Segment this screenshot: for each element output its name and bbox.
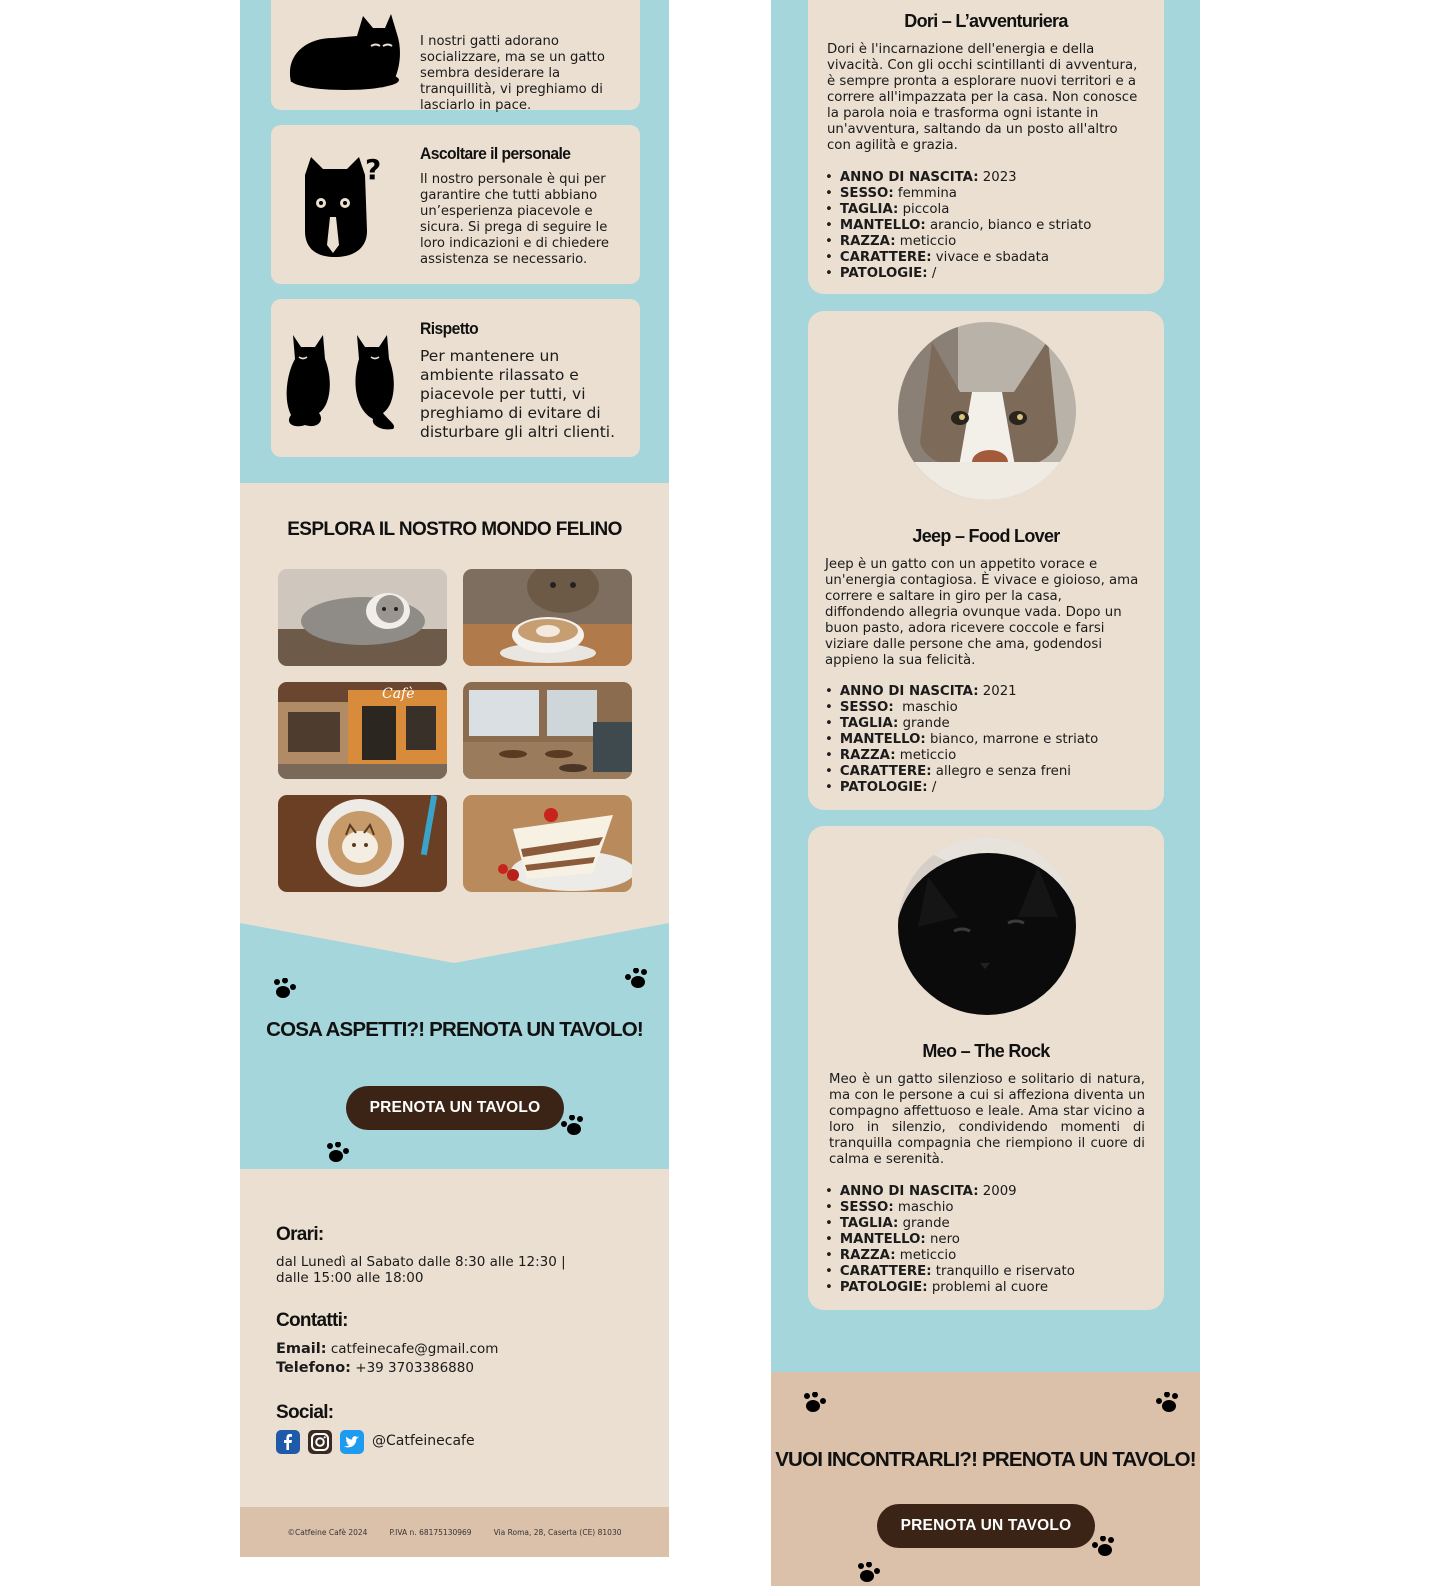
right-email-column (771, 0, 1200, 1586)
cta-title: COSA ASPETTI?! PRENOTA UN TAVOLO! (266, 1018, 643, 1041)
fact-item: • MANTELLO: arancio, bianco e striato (825, 218, 1091, 234)
fact-item: • ANNO DI NASCITA: 2021 (825, 684, 1098, 700)
fact-item: • ANNO DI NASCITA: 2023 (825, 170, 1091, 186)
cat-description: Dori è l'incarnazione dell'energia e della vivacità. Con gli occhi scintillanti di avventura, è sempre pronta a esplorare nuovi territori e a correre all'impazzata per la casa. Non conosce la parola noia e trasforma ogni istante in un'avventura, saltando da un posto all'altro con agilità e grazia. (827, 42, 1138, 153)
chevron-divider (240, 923, 669, 963)
fact-item: • RAZZA: meticcio (825, 748, 1098, 764)
social-title: Social: (276, 1402, 334, 1423)
cat-name: Jeep – Food Lover (912, 526, 1060, 546)
gallery-section (240, 483, 669, 923)
instagram-icon[interactable] (308, 1430, 332, 1454)
fact-item: • CARATTERE: vivace e sbadata (825, 250, 1091, 266)
cat-facts (825, 1184, 1075, 1296)
hours-line: dalle 15:00 alle 18:00 (276, 1270, 424, 1286)
rule-text: Per mantenere un ambiente rilassato e piacevole per tutti, vi preghiamo di evitare di disturbare gli altri clienti. (420, 347, 615, 441)
social-handle[interactable]: @Catfeinecafe (372, 1433, 475, 1449)
fact-item: • SESSO: maschio (825, 700, 1098, 716)
paw-print-icon (857, 1562, 883, 1586)
paw-print-icon (273, 978, 299, 1002)
paw-print-icon (803, 1392, 829, 1416)
phone-link[interactable]: +39 3703386880 (355, 1360, 474, 1376)
two-cats-icon (285, 329, 403, 437)
paw-print-icon (1089, 1536, 1115, 1560)
cat-with-tie-icon (301, 153, 419, 261)
info-section (240, 1169, 669, 1507)
cat-resting-photo (278, 569, 447, 666)
phone-label: Telefono: (276, 1360, 351, 1376)
fact-item: • TAGLIA: piccola (825, 202, 1091, 218)
phone-line (276, 1360, 474, 1376)
cat-photo-jeep (898, 322, 1076, 500)
social-icons (276, 1430, 364, 1454)
cat-description: Meo è un gatto silenzioso e solitario di natura, ma con le persone a cui si affeziona diventa un compagno affettuoso e leale. Ama star vicino a loro in silenzio, condividendo momenti di tranquilla compagnia che riempiono il cuore di calma e serenità. (829, 1072, 1145, 1167)
footer-copyright: ©Catfeine Cafè 2024 (287, 1527, 368, 1537)
paw-print-icon (622, 968, 648, 992)
cat-facts (825, 684, 1098, 796)
fact-item: • CARATTERE: allegro e senza freni (825, 764, 1098, 780)
cafe-storefront-photo (278, 682, 447, 779)
paw-print-icon (326, 1142, 352, 1166)
rule-text: Il nostro personale è qui per garantire che tutti abbiano un’esperienza piacevole e sicura. Si prega di seguire le loro indicazioni e di chiedere assistenza se necessario. (420, 172, 610, 267)
contacts-title: Contatti: (276, 1310, 348, 1331)
lying-cat-icon (285, 0, 403, 96)
footer-vat: P.IVA n. 68175130969 (389, 1527, 472, 1537)
cat-name: Meo – The Rock (922, 1041, 1050, 1061)
cat-with-cappuccino-photo (463, 569, 632, 666)
rule-card-staff (271, 125, 640, 284)
fact-item: • RAZZA: meticcio (825, 1248, 1075, 1264)
rule-title: Rispetto (420, 319, 479, 338)
fact-item: • SESSO: maschio (825, 1200, 1075, 1216)
hours-line: dal Lunedì al Sabato dalle 8:30 alle 12:30 | (276, 1254, 566, 1270)
fact-item: • TAGLIA: grande (825, 716, 1098, 732)
rule-card-respect (271, 299, 640, 457)
fact-item: • MANTELLO: bianco, marrone e striato (825, 732, 1098, 748)
rule-title: Ascoltare il personale (420, 144, 571, 163)
meet-cats-cta-section (771, 1372, 1200, 1586)
cat-name: Dori – L’avventuriera (904, 11, 1068, 31)
fact-item: • RAZZA: meticcio (825, 234, 1091, 250)
cta-title: VUOI INCONTRARLI?! PRENOTA UN TAVOLO! (775, 1448, 1196, 1471)
email-link[interactable]: catfeinecafe@gmail.com (330, 1341, 499, 1357)
book-table-button[interactable]: PRENOTA UN TAVOLO (346, 1086, 564, 1130)
cat-photo-meo (898, 837, 1076, 1015)
cat-card-dori (808, 0, 1164, 294)
cat-facts (825, 170, 1091, 282)
cake-slice-photo (463, 795, 632, 892)
cat-card-jeep (808, 311, 1164, 810)
fact-item: • PATOLOGIE: / (825, 780, 1098, 796)
cat-description: Jeep è un gatto con un appetito vorace e un'energia contagiosa. È vivace e gioioso, ama correre e saltare in giro per la casa, diffondendo allegria ovunque vada. Dopo un buon pasto, adora ricevere coccole e farsi viziare dalle persone che ama, godendosi appieno la sua felicità. (825, 557, 1139, 668)
book-table-button[interactable]: PRENOTA UN TAVOLO (877, 1504, 1095, 1548)
svg-text:?: ? (365, 153, 381, 186)
cat-card-meo (808, 826, 1164, 1310)
email-label: Email: (276, 1341, 327, 1357)
fact-item: • SESSO: femmina (825, 186, 1091, 202)
hours-title: Orari: (276, 1224, 324, 1245)
house-rules-section (240, 0, 669, 483)
storefront-sign: Cafè (382, 686, 415, 702)
fact-item: • MANTELLO: nero (825, 1232, 1075, 1248)
facebook-icon[interactable] (276, 1430, 300, 1454)
left-email-column (240, 0, 669, 1557)
cats-section (771, 0, 1200, 1372)
fact-item: • TAGLIA: grande (825, 1216, 1075, 1232)
paw-print-icon (1153, 1392, 1179, 1416)
fact-item: • CARATTERE: tranquillo e riservato (825, 1264, 1075, 1280)
gallery-title: ESPLORA IL NOSTRO MONDO FELINO (287, 519, 622, 540)
cat-latte-art-photo (278, 795, 447, 892)
rule-card-space (271, 0, 640, 113)
footer (240, 1507, 669, 1557)
paw-print-icon (558, 1115, 584, 1139)
cafe-interior-photo (463, 682, 632, 779)
footer-address: Via Roma, 28, Caserta (CE) 81030 (493, 1527, 622, 1537)
twitter-icon[interactable] (340, 1430, 364, 1454)
booking-cta-section (240, 923, 669, 1169)
rule-text: I nostri gatti adorano socializzare, ma se un gatto sembra desiderare la tranquillità, vi preghiamo di lasciarlo in pace. (420, 34, 605, 113)
fact-item: • PATOLOGIE: problemi al cuore (825, 1280, 1075, 1296)
fact-item: • ANNO DI NASCITA: 2009 (825, 1184, 1075, 1200)
fact-item: • PATOLOGIE: / (825, 266, 1091, 282)
email-line (276, 1341, 498, 1357)
